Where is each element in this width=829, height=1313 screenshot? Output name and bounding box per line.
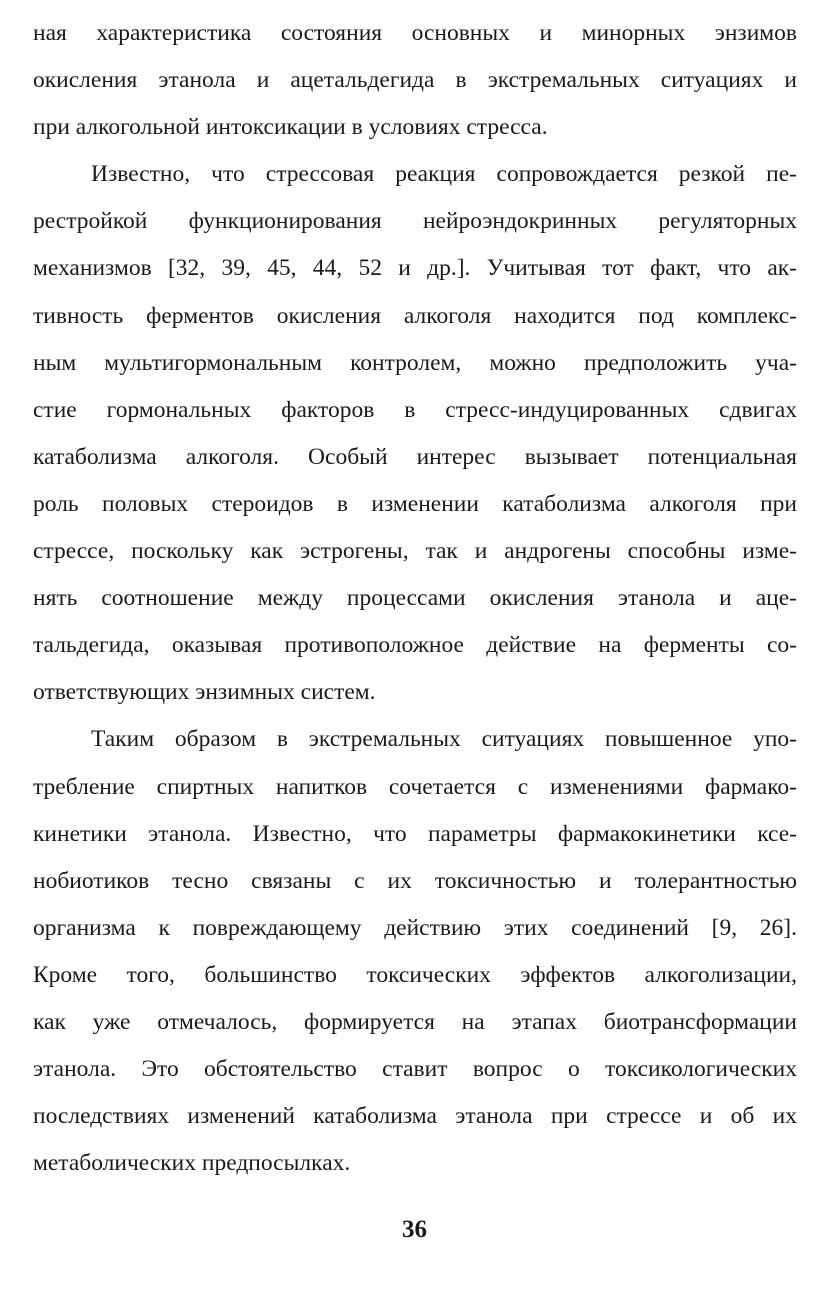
text-line: механизмов [32, 39, 45, 44, 52 и др.]. Учитывая тот факт, что ак- bbox=[33, 255, 797, 282]
text-line: нять соотношение между процессами окисления этанола и аце- bbox=[33, 585, 797, 612]
text-line: рестройкой функционирования нейроэндокринных регуляторных bbox=[33, 208, 797, 235]
paragraph bbox=[33, 716, 797, 1187]
text-line: кинетики этанола. Известно, что параметры фармакокинетики ксе- bbox=[33, 820, 797, 847]
text-line: ным мультигормональным контролем, можно предположить уча- bbox=[33, 349, 797, 376]
text-line: метаболических предпосылках. bbox=[33, 1150, 351, 1177]
text-line: этанола. Это обстоятельство ставит вопрос о токсикологических bbox=[33, 1056, 797, 1083]
text-line: стрессе, поскольку как эстрогены, так и андрогены способны изме- bbox=[33, 538, 797, 565]
text-line: нобиотиков тесно связаны с их токсичностью и толерантностью bbox=[33, 867, 797, 894]
text-line: при алкогольной интоксикации в условиях стресса. bbox=[33, 114, 548, 141]
text-line: Известно, что стрессовая реакция сопровождается резкой пе- bbox=[91, 161, 797, 188]
body-text bbox=[33, 10, 797, 1187]
text-line: Кроме того, большинство токсических эффектов алкоголизации, bbox=[33, 961, 797, 988]
text-line: стие гормональных факторов в стресс-индуцированных сдвигах bbox=[33, 396, 797, 423]
text-line: ная характеристика состояния основных и минорных энзимов bbox=[33, 20, 797, 46]
text-line: окисления этанола и ацетальдегида в экстремальных ситуациях и bbox=[33, 67, 797, 94]
paragraph bbox=[33, 151, 797, 716]
text-line: последствиях изменений катаболизма этанола при стрессе и об их bbox=[33, 1103, 797, 1130]
text-line: роль половых стероидов в изменении катаболизма алкоголя при bbox=[33, 490, 797, 517]
text-line: катаболизма алкоголя. Особый интерес вызывает потенциальная bbox=[33, 443, 797, 470]
text-line: организма к повреждающему действию этих соединений [9, 26]. bbox=[33, 914, 797, 941]
text-line: требление спиртных напитков сочетается с изменениями фармако- bbox=[33, 773, 797, 800]
page-number: 36 bbox=[402, 1216, 427, 1243]
paragraph bbox=[33, 10, 797, 151]
text-line: как уже отмечалось, формируется на этапах биотрансформации bbox=[33, 1008, 797, 1035]
text-line: тивность ферментов окисления алкоголя находится под комплекс- bbox=[33, 302, 797, 329]
text-line: ответствующих энзимных систем. bbox=[33, 679, 376, 706]
text-line: тальдегида, оказывая противоположное действие на ферменты со- bbox=[33, 632, 797, 659]
text-line: Таким образом в экстремальных ситуациях повышенное упо- bbox=[91, 726, 797, 753]
